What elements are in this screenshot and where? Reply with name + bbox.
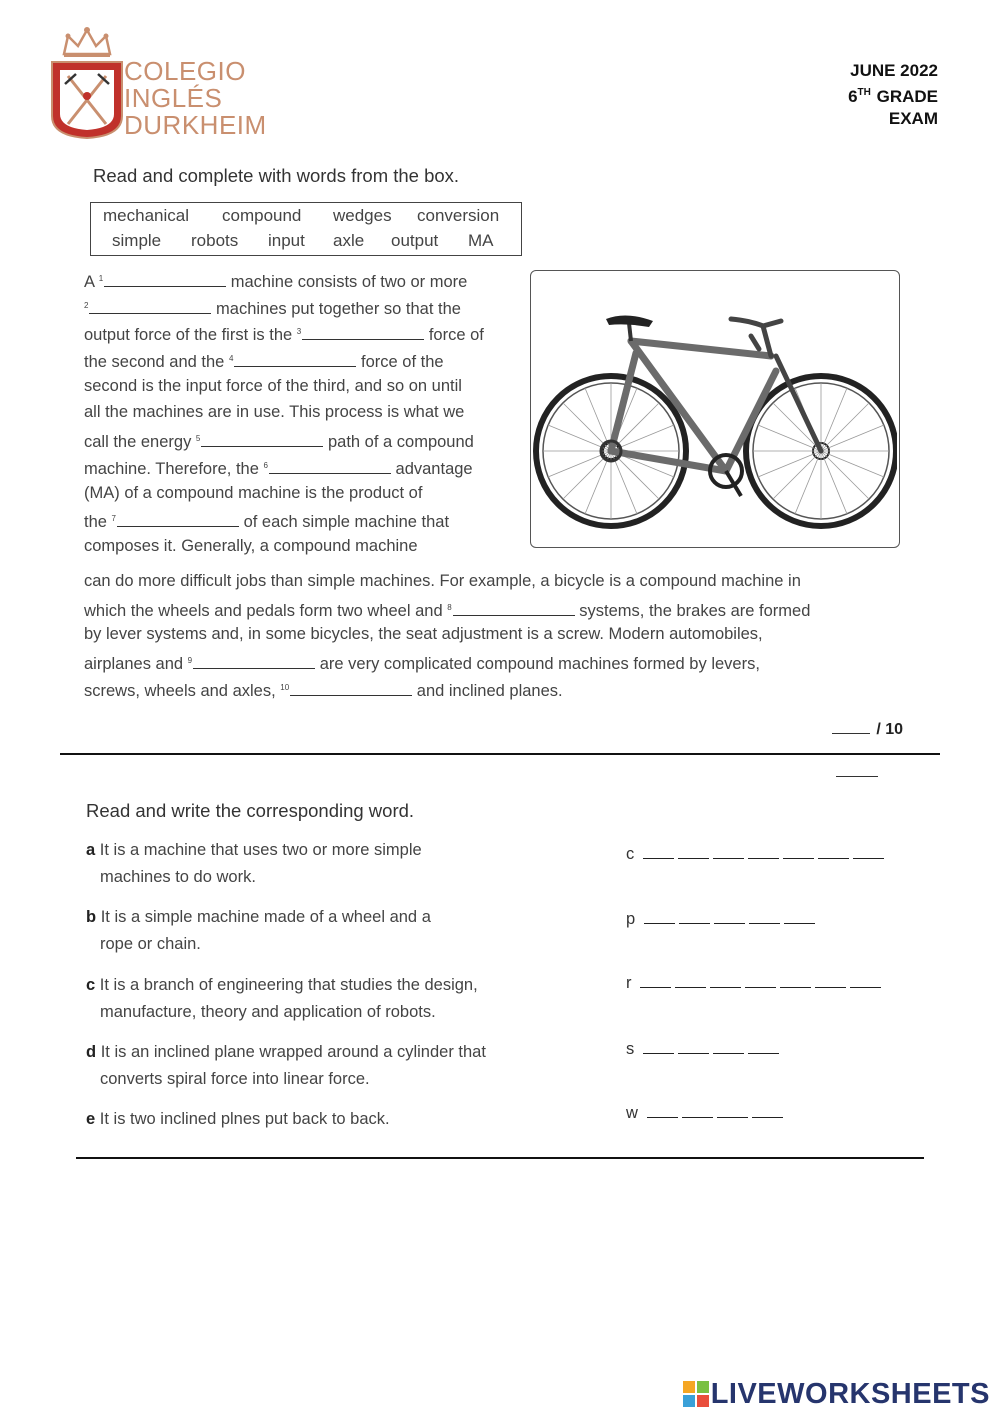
text-line: airplanes and $^9$ are very complicated compound machines formed by levers, [84, 655, 760, 674]
blank-9[interactable] [193, 654, 315, 669]
answer-c[interactable]: r [626, 974, 881, 993]
blank-1[interactable] [104, 272, 226, 287]
blank-8[interactable] [453, 601, 575, 616]
school-name [124, 58, 267, 139]
divider-1 [60, 753, 940, 755]
word-box-row-1 [103, 206, 521, 226]
answer-a[interactable]: c [626, 845, 884, 864]
blank-5[interactable] [201, 432, 323, 447]
blank-6[interactable] [269, 459, 391, 474]
bicycle-icon [531, 271, 897, 545]
school-logo [48, 24, 126, 142]
text-line: (MA) of a compound machine is the product of [84, 483, 423, 502]
school-name-line-1: COLEGIO [124, 56, 246, 86]
text-line: the $^7$ of each simple machine that [84, 513, 450, 532]
answer-e[interactable]: w [626, 1104, 783, 1123]
score-blank[interactable] [832, 721, 870, 734]
liveworksheets-icon [683, 1381, 709, 1407]
text-line: call the energy $^5$ path of a compound [84, 433, 474, 452]
text-line: which the wheels and pedals form two wheel and $^8$ systems, the brakes are formed [84, 601, 811, 620]
text-line: composes it. Generally, a compound machine [84, 536, 418, 555]
text-line: screws, wheels and axles, $^{10}$ and inclined planes. [84, 681, 563, 700]
blank-7[interactable] [117, 512, 239, 527]
blank-4[interactable] [234, 352, 356, 367]
blank-2[interactable] [89, 299, 211, 314]
section1-score: / 10 [832, 721, 903, 739]
question-d: d It is an inclined plane wrapped around a cylinder that converts spiral force into linear force. [86, 1043, 486, 1088]
word-compound: compound [222, 206, 302, 225]
section1-instruction: Read and complete with words from the box. [93, 165, 460, 186]
text-line: the second and the $^4$ force of the [84, 353, 444, 372]
word-simple: simple [112, 231, 162, 250]
answer-b[interactable]: p [626, 910, 815, 929]
text-line: A $^1$ machine consists of two or more [84, 273, 468, 291]
divider-2 [76, 1157, 924, 1159]
text-line: can do more difficult jobs than simple machines. For example, a bicycle is a compound machine in [84, 572, 801, 590]
word-ma: MA [468, 231, 494, 250]
text-line: output force of the first is the $^3$ force of [84, 326, 484, 345]
answer-d[interactable]: s [626, 1040, 779, 1059]
word-input: input [268, 231, 305, 250]
blank-3[interactable] [302, 325, 424, 340]
word-mechanical: mechanical [103, 206, 189, 225]
word-output: output [391, 231, 439, 250]
cloze-paragraph-bottom [84, 568, 914, 701]
small-line [836, 776, 878, 777]
word-robots: robots [191, 231, 239, 250]
text-line: machine. Therefore, the $^6$ advantage [84, 459, 473, 478]
section2-instruction: Read and write the corresponding word. [86, 800, 415, 821]
word-conversion: conversion [417, 206, 500, 225]
liveworksheets-logo [683, 1374, 990, 1414]
question-a: a It is a machine that uses two or more simple machines to do work. [86, 841, 422, 886]
school-name-line-2: INGLÉS [124, 83, 223, 113]
text-line: second is the input force of the third, and so on until [84, 376, 462, 395]
exam-label: EXAM [888, 109, 938, 128]
text-line: by lever systems and, in some bicycles, the seat adjustment is a screw. Modern automobiles, [84, 625, 763, 644]
question-c: c It is a branch of engineering that studies the design, manufacture, theory and application of robots. [86, 976, 478, 1021]
text-line: $^2$ machines put together so that the [84, 299, 461, 318]
word-box [90, 202, 522, 256]
crest-icon [48, 24, 126, 142]
cloze-paragraph-top [84, 266, 524, 560]
word-box-row-2 [112, 231, 521, 251]
word-axle: axle [333, 231, 365, 250]
exam-date: JUNE 2022 [850, 61, 938, 80]
blank-10[interactable] [290, 681, 412, 696]
question-e: e It is two inclined plnes put back to back. [86, 1110, 390, 1128]
exam-header [848, 60, 938, 130]
bicycle-image [530, 270, 900, 548]
word-wedges: wedges [333, 206, 392, 225]
question-b: b It is a simple machine made of a wheel and a rope or chain. [86, 908, 431, 953]
liveworksheets-brand: LIVEWORKSHEETS [710, 1377, 990, 1410]
text-line: all the machines are in use. This process is what we [84, 403, 465, 422]
exam-grade: 6TH GRADE [848, 87, 938, 106]
school-name-line-3: DURKHEIM [124, 110, 267, 140]
